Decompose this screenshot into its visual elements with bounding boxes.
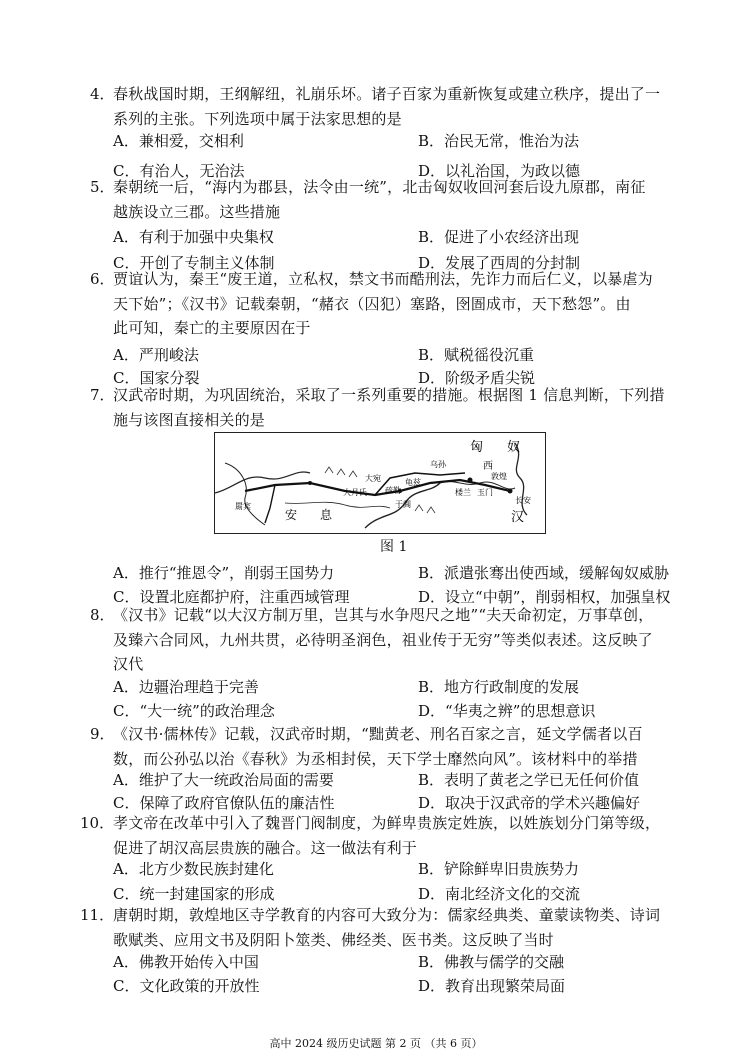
map-label: 息 [320, 508, 333, 522]
question-stem-line: 汉代 [113, 655, 144, 673]
option-c: C．文化政策的开放性 [113, 977, 260, 995]
question-number: 9． [90, 725, 115, 743]
map-label: 龟兹 [405, 478, 421, 487]
question-number: 5． [90, 178, 115, 196]
option-c: C．“大一统”的政治理念 [113, 702, 275, 720]
option-a: A．佛教开始传入中国 [113, 953, 259, 971]
question-stem-line: 秦朝统一后，“海内为郡县，法令由一统”，北击匈奴收回河套后设九原郡，南征 [113, 178, 646, 196]
question-stem-line: 天下始”；《汉书》记载秦朝，“赭衣（囚犯）塞路，囹圄成市，天下愁怨”。由 [113, 294, 631, 313]
option-c: C．统一封建国家的形成 [113, 885, 275, 903]
map-label: 疏勒 [385, 486, 401, 495]
option-c: C．设置北庭都护府，注重西域管理 [113, 588, 350, 606]
option-a: A．推行“推恩令”，削弱王国势力 [113, 564, 335, 582]
option-d: D．南北经济文化的交流 [418, 885, 581, 903]
option-d: D．阶级矛盾尖锐 [418, 369, 536, 387]
option-c: C．开创了专制主义体制 [113, 254, 275, 272]
map-label: 楼兰 [455, 488, 471, 497]
option-d: D．教育出现繁荣局面 [418, 977, 566, 995]
question-number: 6． [90, 270, 115, 288]
option-d: D．以礼治国，为政以德 [418, 162, 581, 180]
option-b: B．表明了黄老之学已无任何价值 [418, 771, 640, 789]
map-label: 西 [483, 461, 493, 472]
question-stem-line: 唐朝时期，敦煌地区寺学教育的内容可大致分为：儒家经典类、童蒙读物类、诗词 [113, 906, 661, 924]
option-a: A．维护了大一统政治局面的需要 [113, 771, 334, 789]
question-stem-line: 孝文帝在改革中引入了魏晋门阀制度，为鲜卑贵族定姓族，以姓族划分门第等级， [113, 814, 661, 832]
option-a: A．北方少数民族封建化 [113, 860, 274, 878]
question-number: 7． [90, 386, 115, 404]
question-stem-line: 《汉书·儒林传》记载，汉武帝时期，“黜黄老、刑名百家之言，延文学儒者以百 [113, 725, 643, 743]
option-d: D．取决于汉武帝的学术兴趣偏好 [418, 794, 641, 812]
question-stem-line: 及臻六合同风，九州共贯，必待明圣润色，祖业传于无穷”等类似表述。这反映了 [113, 630, 653, 649]
mountain-symbol [415, 505, 435, 513]
option-b: B．派遣张骞出使西域，缓解匈奴威胁 [418, 564, 670, 582]
question-stem-line: 《汉书》记载“以大汉方制万里，岂其与水争咫尺之地”“夫天命初定，万事草创， [113, 606, 654, 624]
question-stem-line: 越族设立三郡。这些措施 [113, 202, 281, 221]
option-a: A．边疆治理趋于完善 [113, 678, 259, 696]
question-stem-line: 歌赋类、应用文书及阴阳卜筮类、佛经类、医书类。这反映了当时 [113, 930, 554, 949]
map-graphic [215, 433, 545, 533]
river-line [285, 502, 390, 508]
mountain-symbol [325, 467, 357, 477]
map-label: 汉 [511, 510, 525, 525]
option-b: B．铲除鲜卑旧贵族势力 [418, 860, 580, 878]
option-d: D．设立“中朝”，削弱相权，加强皇权 [418, 588, 671, 606]
option-a: A．兼相爱，交相利 [113, 132, 244, 150]
question-stem-line: 春秋战国时期，王纲解纽，礼崩乐坏。诸子百家为重新恢复或建立秩序，提出了一 [113, 85, 661, 103]
map-label: 大月氏 [343, 488, 367, 497]
question-stem-line: 系列的主张。下列选项中属于法家思想的是 [113, 109, 402, 128]
map-label: 长安 [515, 496, 531, 505]
map-label: 敦煌 [491, 472, 507, 481]
map-label: 安 [285, 508, 298, 522]
option-c: C．有治人，无治法 [113, 162, 245, 180]
map-label: 玉门 [477, 488, 493, 497]
question-stem-line: 数，而公孙弘以治《春秋》为丞相封侯，天下学士靡然向风”。该材料中的举措 [113, 749, 638, 768]
map-label: 于阗 [395, 500, 411, 509]
option-c: C．保障了政府官僚队伍的廉洁性 [113, 794, 335, 812]
question-stem-line: 施与该图直接相关的是 [113, 410, 266, 429]
map-label: 罽宾 [235, 502, 251, 511]
question-stem-line: 此可知，秦亡的主要原因在于 [113, 319, 311, 337]
option-b: B．治民无常，惟治为法 [418, 132, 580, 150]
city-dot [308, 481, 312, 485]
figure-caption: 图 1 [380, 539, 408, 555]
option-c: C．国家分裂 [113, 369, 200, 387]
option-b: B．佛教与儒学的交融 [418, 953, 565, 971]
map-label: 匈 [470, 440, 484, 455]
river-line [215, 472, 310, 493]
option-a: A．严刑峻法 [113, 346, 199, 364]
map-label: 乌孙 [430, 460, 446, 469]
option-b: B．地方行政制度的发展 [418, 678, 580, 696]
option-b: B．赋税徭役沉重 [418, 346, 535, 364]
question-number: 10． [80, 814, 115, 832]
silk-road-map [214, 432, 546, 534]
question-number: 4． [90, 85, 115, 103]
option-a: A．有利于加强中央集权 [113, 228, 274, 246]
river-line [225, 463, 265, 525]
question-number: 11． [80, 906, 115, 924]
map-label: 大宛 [365, 474, 381, 483]
option-d: D．“华夷之辨”的思想意识 [418, 702, 596, 720]
question-stem-line: 汉武帝时期，为巩固统治，采取了一系列重要的措施。根据图 1 信息判断，下列措 [113, 386, 665, 404]
map-label: 奴 [507, 440, 521, 455]
option-b: B．促进了小农经济出现 [418, 228, 580, 246]
route-line [265, 485, 275, 523]
city-dot [508, 489, 513, 494]
city-dot [468, 478, 473, 483]
page-footer: 高中 2024 级历史试题 第 2 页 （共 6 页） [269, 1037, 483, 1050]
question-number: 8． [90, 606, 115, 624]
option-d: D．发展了西周的分封制 [418, 254, 581, 272]
question-stem-line: 贾谊认为，秦王“废王道，立私权，禁文书而酷刑法，先诈力而后仁义，以暴虐为 [113, 270, 653, 288]
question-stem-line: 促进了胡汉高层贵族的融合。这一做法有利于 [113, 838, 418, 857]
